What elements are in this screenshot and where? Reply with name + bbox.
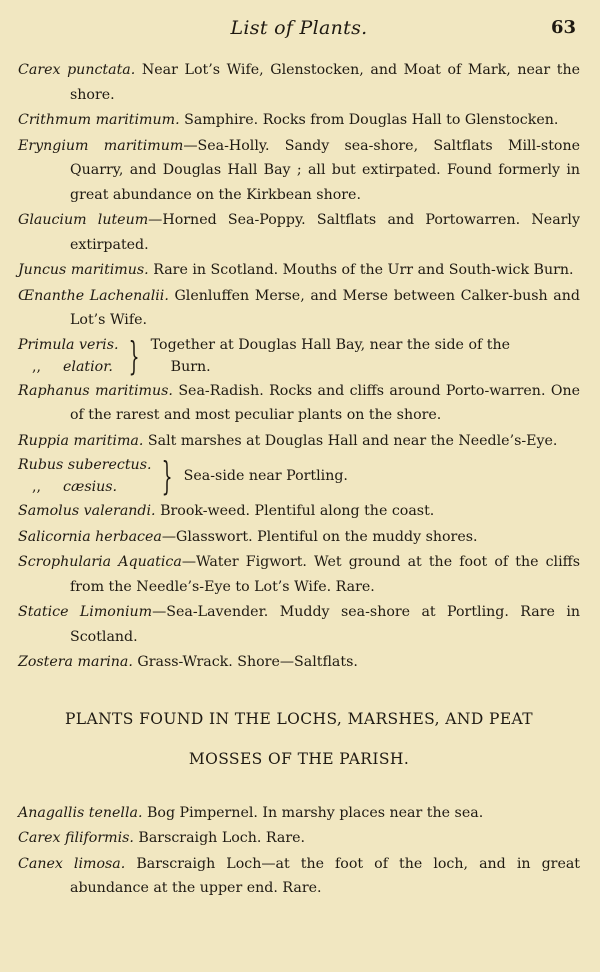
plant-entry xyxy=(18,134,580,208)
group-description xyxy=(151,334,510,378)
coast-plant-list xyxy=(18,58,580,675)
group-names xyxy=(18,334,118,378)
plant-name: Œnanthe Lachenalii. xyxy=(18,287,169,304)
plant-entry xyxy=(18,600,580,649)
plant-name: Rubus suberectus. xyxy=(18,457,152,473)
plant-entry xyxy=(18,550,580,599)
plant-name: Ruppia maritima. xyxy=(18,432,144,449)
brace-glyph: } xyxy=(162,454,174,498)
plant-name: Eryngium maritimum xyxy=(18,137,184,154)
plant-description: Salt marshes at Douglas Hall and near the Needle’s-Eye. xyxy=(143,432,558,449)
plant-entry xyxy=(18,429,580,454)
plant-name: Canex limosa. xyxy=(18,855,126,872)
section-heading-line2: MOSSES OF THE PARISH. xyxy=(188,749,410,768)
plant-name: Raphanus maritimus. xyxy=(18,382,173,399)
variant-name: cæsius. xyxy=(63,479,118,495)
plant-description: Bog Pimpernel. In marshy places near the sea. xyxy=(142,804,484,821)
plant-name: Carex filiformis. xyxy=(18,830,134,846)
plant-name-variant xyxy=(18,356,118,378)
group-description-line2: Burn. xyxy=(170,358,211,375)
plant-name: Zostera marina. xyxy=(18,654,133,670)
plant-name: Juncus maritimus. xyxy=(18,262,149,278)
group-description-line1: Together at Douglas Hall Bay, near the side of the xyxy=(150,336,510,353)
page-header xyxy=(18,14,580,48)
plant-name: Anagallis tenella. xyxy=(18,804,143,821)
plant-name: Primula veris. xyxy=(18,336,119,353)
plant-name: Crithmum maritimum. xyxy=(18,112,180,128)
plant-description: Barscraigh Loch. Rare. xyxy=(133,830,306,846)
plant-name: Salicornia herbacea xyxy=(18,528,162,545)
plant-entry xyxy=(18,208,580,257)
loch-plant-list xyxy=(18,801,580,901)
plant-entry xyxy=(18,284,580,333)
plant-description: Samphire. Rocks from Douglas Hall to Glenstocken. xyxy=(179,112,559,128)
plant-description: Glenluffen Merse, and Merse between Calker-bush and Lot’s Wife. xyxy=(70,287,580,328)
plant-name: Scrophularia Aquatica xyxy=(18,554,182,570)
plant-name: Samolus valerandi. xyxy=(18,503,156,519)
plant-description: Near Lot’s Wife, Glenstocken, and Moat of Mark, near the shore. xyxy=(70,62,580,103)
page-number: 63 xyxy=(550,17,576,38)
variant-name: elatior. xyxy=(63,358,113,375)
plant-description: —Water Figwort. Wet ground at the foot of the cliffs from the Needle’s-Eye to Lot’s Wife. Rare. xyxy=(70,554,580,595)
plant-entry xyxy=(18,650,580,675)
plant-entry xyxy=(18,58,580,107)
plant-name-variant xyxy=(18,476,151,498)
plant-entry xyxy=(18,801,580,826)
plant-description: —Glasswort. Plentiful on the muddy shores. xyxy=(161,528,478,545)
plant-entry xyxy=(18,499,580,524)
plant-entry xyxy=(18,258,580,283)
plant-description: —Horned Sea-Poppy. Saltflats and Portowarren. Nearly extirpated. xyxy=(70,212,580,253)
section-heading xyxy=(18,699,580,779)
group-description: Sea-side near Portling. xyxy=(183,468,348,484)
plant-description: Barscraigh Loch—at the foot of the loch, and in great abundance at the upper end. Rare. xyxy=(70,855,580,896)
plant-description: Brook-weed. Plentiful along the coast. xyxy=(155,503,435,519)
ditto-mark: ,, xyxy=(32,479,42,495)
plant-entry xyxy=(18,826,580,851)
plant-entry xyxy=(18,525,580,550)
plant-name: Carex punctata. xyxy=(18,62,136,78)
plant-description: —Sea-Lavender. Muddy sea-shore at Portling. Rare in Scotland. xyxy=(70,604,580,645)
plant-name: Glaucium luteum xyxy=(18,212,149,228)
group-names xyxy=(18,454,151,498)
running-title: List of Plants. xyxy=(230,17,368,39)
plant-entry xyxy=(18,379,580,428)
plant-name: Statice Limonium xyxy=(18,604,153,620)
plant-description: —Sea-Holly. Sandy sea-shore, Saltflats Mill-stone Quarry, and Douglas Hall Bay ; all but extirpated. Found formerly in great abundance on the Kirkbean shore. xyxy=(70,137,580,203)
plant-entry xyxy=(18,108,580,133)
rubus-group-entry xyxy=(18,454,580,498)
plant-description: Sea-Radish. Rocks and cliffs around Porto-warren. One of the rarest and most peculiar plants on the shore. xyxy=(70,382,581,423)
primula-group-entry xyxy=(18,334,580,378)
plant-description: Grass-Wrack. Shore—Saltflats. xyxy=(132,654,358,670)
plant-entry xyxy=(18,852,580,901)
brace-glyph: } xyxy=(129,333,141,378)
plant-description: Rare in Scotland. Mouths of the Urr and South-wick Burn. xyxy=(148,262,574,278)
section-heading-line1: PLANTS FOUND IN THE LOCHS, MARSHES, AND PEAT xyxy=(64,709,534,728)
ditto-mark: ,, xyxy=(32,358,42,375)
